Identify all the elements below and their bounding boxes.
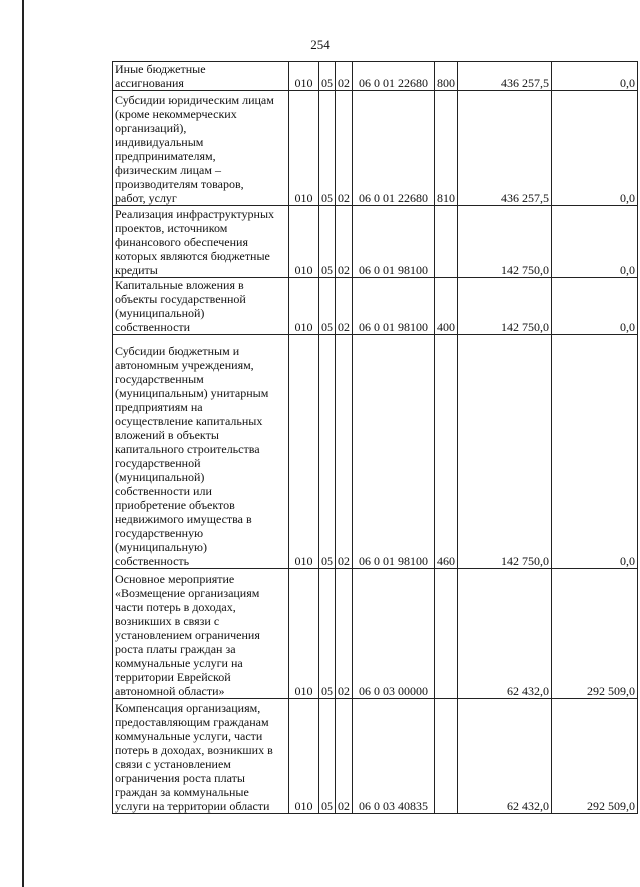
ministry-code: 010 [294,799,313,813]
section-code: 05 [321,554,333,568]
section-code-cell [319,335,336,569]
subsection-code: 02 [338,76,350,90]
section-code: 05 [321,320,333,334]
target-article-code: 06 0 03 00000 [359,684,428,698]
row-name: Реализация инфраструктурных проектов, источником финансового обеспечения которых являются бюджетные кредиты [115,207,275,277]
target-article-code-cell [353,335,435,569]
ministry-code-cell [289,206,319,278]
amount-1: 62 432,0 [507,799,549,813]
ministry-code-cell [289,91,319,206]
subsection-code: 02 [338,191,350,205]
subsection-code-cell [336,206,353,278]
amount-1: 436 257,5 [501,76,549,90]
table-row [113,62,638,91]
expense-type-code: 800 [437,76,455,90]
subsection-code-cell [336,699,353,814]
ministry-code-cell [289,569,319,699]
table-row [113,91,638,206]
row-name-cell [113,569,289,699]
row-name-cell [113,335,289,569]
amount-1-cell [458,699,552,814]
amount-1: 142 750,0 [501,320,549,334]
row-name: Компенсация организациям, предоставляющим гражданам коммунальные услуги, части потерь в доходах, возникших в связи с установлением ограничения роста платы граждан за коммунальные услуги на территории области [115,701,273,813]
row-name-cell [113,699,289,814]
budget-table-body [113,62,638,814]
expense-type-code-cell [435,91,458,206]
expense-type-code: 400 [437,320,455,334]
expense-type-code-cell [435,569,458,699]
amount-2: 292 509,0 [587,684,635,698]
amount-2-cell [552,91,638,206]
amount-2: 0,0 [620,554,635,568]
section-code-cell [319,278,336,335]
subsection-code: 02 [338,799,350,813]
amount-1: 142 750,0 [501,263,549,277]
target-article-code: 06 0 01 98100 [359,554,428,568]
subsection-code: 02 [338,554,350,568]
table-row [113,699,638,814]
expense-type-code-cell [435,62,458,91]
expense-type-code-cell [435,699,458,814]
amount-2-cell [552,278,638,335]
amount-1-cell [458,278,552,335]
row-name: Иные бюджетные ассигнования [115,62,206,90]
ministry-code: 010 [294,320,313,334]
budget-table [112,61,638,814]
section-code: 05 [321,191,333,205]
subsection-code: 02 [338,263,350,277]
section-code-cell [319,91,336,206]
target-article-code-cell [353,699,435,814]
expense-type-code: 460 [437,554,455,568]
amount-2: 292 509,0 [587,799,635,813]
ministry-code-cell [289,335,319,569]
amount-2-cell [552,699,638,814]
row-name-cell [113,278,289,335]
row-name-cell [113,62,289,91]
amount-1-cell [458,62,552,91]
page-number: 254 [310,37,330,52]
amount-2-cell [552,206,638,278]
amount-2-cell [552,335,638,569]
subsection-code: 02 [338,684,350,698]
amount-2: 0,0 [620,320,635,334]
target-article-code-cell [353,62,435,91]
row-name-cell [113,91,289,206]
section-code-cell [319,62,336,91]
target-article-code-cell [353,278,435,335]
row-name: Капитальные вложения в объекты государственной (муниципальной) собственности [115,278,246,334]
target-article-code-cell [353,206,435,278]
row-name: Субсидии юридическим лицам (кроме некоммерческих организаций), индивидуальным предпринимателям, физическим лицам – производителям товаров, работ, услуг [115,93,274,205]
subsection-code-cell [336,335,353,569]
amount-2: 0,0 [620,191,635,205]
target-article-code-cell [353,91,435,206]
ministry-code: 010 [294,684,313,698]
amount-1-cell [458,206,552,278]
ministry-code: 010 [294,263,313,277]
expense-type-code: 810 [437,191,455,205]
section-code-cell [319,569,336,699]
section-code-cell [319,699,336,814]
amount-2-cell [552,62,638,91]
amount-2: 0,0 [620,76,635,90]
section-code: 05 [321,263,333,277]
subsection-code: 02 [338,320,350,334]
table-row [113,335,638,569]
section-code: 05 [321,684,333,698]
table-row [113,569,638,699]
binding-margin-line [22,0,24,887]
amount-2: 0,0 [620,263,635,277]
target-article-code-cell [353,569,435,699]
amount-1-cell [458,335,552,569]
amount-1-cell [458,569,552,699]
amount-2-cell [552,569,638,699]
expense-type-code-cell [435,335,458,569]
subsection-code-cell [336,62,353,91]
section-code: 05 [321,799,333,813]
target-article-code: 06 0 01 98100 [359,320,428,334]
row-name: Основное мероприятие «Возмещение организациям части потерь в доходах, возникших в связи с установлением ограничения роста платы граждан за коммунальные услуги на территории Еврейской автономной области» [115,572,260,698]
ministry-code: 010 [294,554,313,568]
ministry-code: 010 [294,191,313,205]
ministry-code-cell [289,278,319,335]
expense-type-code-cell [435,206,458,278]
subsection-code-cell [336,569,353,699]
subsection-code-cell [336,91,353,206]
expense-type-code-cell [435,278,458,335]
row-name-cell [113,206,289,278]
table-row [113,206,638,278]
target-article-code: 06 0 01 98100 [359,263,428,277]
target-article-code: 06 0 03 40835 [359,799,428,813]
amount-1-cell [458,91,552,206]
ministry-code-cell [289,699,319,814]
section-code: 05 [321,76,333,90]
amount-1: 62 432,0 [507,684,549,698]
amount-1: 142 750,0 [501,554,549,568]
row-name: Субсидии бюджетным и автономным учреждениям, государственным (муниципальным) унитарным предприятиям на осуществление капитальных вложений в объекты капитального строительства государственной (муниципальной) собственности или приобретение объектов недвижимого имущества в государственную (муниципальную) собственность [115,344,269,568]
ministry-code-cell [289,62,319,91]
subsection-code-cell [336,278,353,335]
table-row [113,278,638,335]
ministry-code: 010 [294,76,313,90]
target-article-code: 06 0 01 22680 [359,191,428,205]
target-article-code: 06 0 01 22680 [359,76,428,90]
amount-1: 436 257,5 [501,191,549,205]
section-code-cell [319,206,336,278]
